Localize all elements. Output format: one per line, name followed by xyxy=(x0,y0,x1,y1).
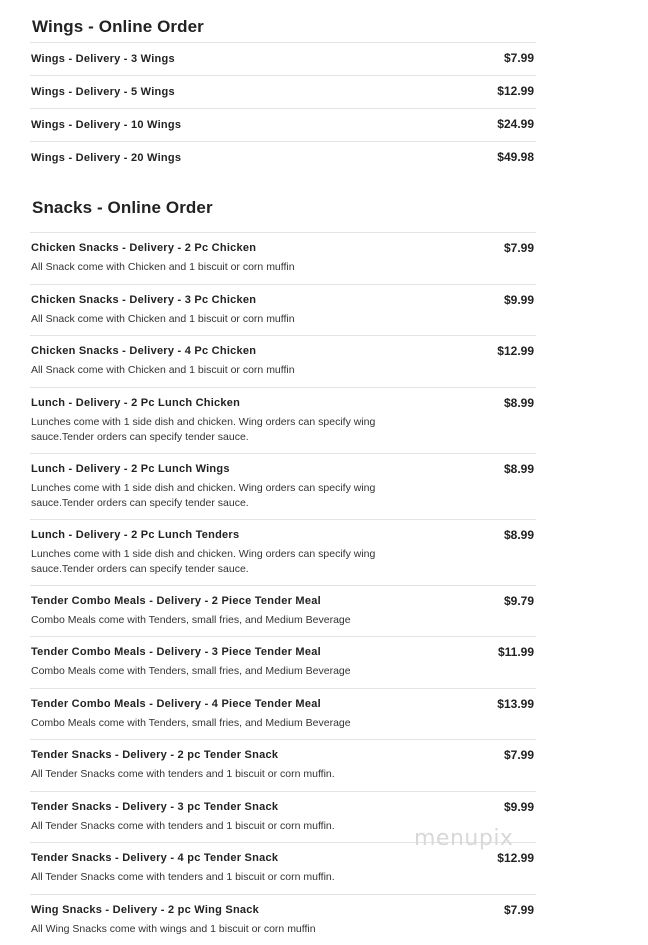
item-description: Lunches come with 1 side dish and chicken. Wing orders can specify wing sauce.Tender orders can specify tender sauce. xyxy=(31,415,403,445)
menu-item[interactable] xyxy=(30,108,536,141)
item-price: $11.99 xyxy=(498,645,534,659)
item-price: $12.99 xyxy=(497,344,534,358)
menu-page xyxy=(30,0,536,945)
item-name: Wings - Delivery - 3 Wings xyxy=(31,53,175,65)
section-title-wings: Wings - Online Order xyxy=(32,0,536,42)
item-description: Lunches come with 1 side dish and chicken. Wing orders can specify wing sauce.Tender orders can specify tender sauce. xyxy=(31,547,403,577)
item-price: $9.99 xyxy=(504,293,534,307)
item-description: All Wing Snacks come with wings and 1 biscuit or corn muffin xyxy=(31,922,403,937)
item-price: $9.99 xyxy=(504,800,534,814)
item-name: Chicken Snacks - Delivery - 2 Pc Chicken xyxy=(31,242,256,254)
item-price: $9.79 xyxy=(504,594,534,608)
item-price: $8.99 xyxy=(504,462,534,476)
menu-item[interactable] xyxy=(30,894,536,945)
snacks-section xyxy=(30,198,536,945)
item-price: $7.99 xyxy=(504,748,534,762)
item-description: All Snack come with Chicken and 1 biscuit or corn muffin xyxy=(31,260,403,275)
item-name: Wings - Delivery - 20 Wings xyxy=(31,152,181,164)
item-price: $7.99 xyxy=(504,241,534,255)
menu-item[interactable] xyxy=(30,284,536,336)
menu-item[interactable] xyxy=(30,335,536,387)
item-price: $8.99 xyxy=(504,396,534,410)
item-price: $13.99 xyxy=(497,697,534,711)
menu-item[interactable] xyxy=(30,141,536,174)
menu-item[interactable] xyxy=(30,42,536,75)
item-description: Combo Meals come with Tenders, small fries, and Medium Beverage xyxy=(31,613,403,628)
menu-item[interactable] xyxy=(30,585,536,637)
menu-item[interactable] xyxy=(30,636,536,688)
item-name: Wing Snacks - Delivery - 2 pc Wing Snack xyxy=(31,904,259,916)
item-name: Tender Combo Meals - Delivery - 2 Piece Tender Meal xyxy=(31,595,321,607)
item-price: $7.99 xyxy=(504,903,534,917)
item-name: Chicken Snacks - Delivery - 4 Pc Chicken xyxy=(31,345,256,357)
menu-item[interactable] xyxy=(30,791,536,843)
menu-item[interactable] xyxy=(30,739,536,791)
section-title-snacks: Snacks - Online Order xyxy=(32,198,536,232)
item-name: Wings - Delivery - 5 Wings xyxy=(31,86,175,98)
item-price: $12.99 xyxy=(497,851,534,865)
item-description: All Snack come with Chicken and 1 biscuit or corn muffin xyxy=(31,363,403,378)
item-description: Combo Meals come with Tenders, small fries, and Medium Beverage xyxy=(31,716,403,731)
item-name: Tender Combo Meals - Delivery - 4 Piece Tender Meal xyxy=(31,698,321,710)
item-name: Lunch - Delivery - 2 Pc Lunch Wings xyxy=(31,463,230,475)
wings-section xyxy=(30,0,536,174)
menupix-watermark: menupix xyxy=(414,826,513,851)
menu-item[interactable] xyxy=(30,232,536,284)
menu-item[interactable] xyxy=(30,519,536,585)
menu-item[interactable] xyxy=(30,453,536,519)
item-description: Lunches come with 1 side dish and chicken. Wing orders can specify wing sauce.Tender orders can specify tender sauce. xyxy=(31,481,403,511)
item-name: Tender Snacks - Delivery - 3 pc Tender Snack xyxy=(31,801,278,813)
menu-item[interactable] xyxy=(30,75,536,108)
item-description: All Tender Snacks come with tenders and 1 biscuit or corn muffin. xyxy=(31,767,403,782)
menu-item[interactable] xyxy=(30,688,536,740)
item-price: $12.99 xyxy=(497,84,534,98)
item-description: All Tender Snacks come with tenders and 1 biscuit or corn muffin. xyxy=(31,819,403,834)
item-name: Wings - Delivery - 10 Wings xyxy=(31,119,181,131)
item-name: Tender Combo Meals - Delivery - 3 Piece Tender Meal xyxy=(31,646,321,658)
item-name: Tender Snacks - Delivery - 4 pc Tender Snack xyxy=(31,852,278,864)
item-price: $8.99 xyxy=(504,528,534,542)
item-description: All Tender Snacks come with tenders and 1 biscuit or corn muffin. xyxy=(31,870,403,885)
item-name: Chicken Snacks - Delivery - 3 Pc Chicken xyxy=(31,294,256,306)
item-description: Combo Meals come with Tenders, small fries, and Medium Beverage xyxy=(31,664,403,679)
menu-item[interactable] xyxy=(30,387,536,453)
item-description: All Snack come with Chicken and 1 biscuit or corn muffin xyxy=(31,312,403,327)
item-price: $7.99 xyxy=(504,51,534,65)
menu-item[interactable] xyxy=(30,842,536,894)
item-price: $24.99 xyxy=(497,117,534,131)
item-price: $49.98 xyxy=(497,150,534,164)
item-name: Tender Snacks - Delivery - 2 pc Tender Snack xyxy=(31,749,278,761)
item-name: Lunch - Delivery - 2 Pc Lunch Chicken xyxy=(31,397,240,409)
item-name: Lunch - Delivery - 2 Pc Lunch Tenders xyxy=(31,529,239,541)
